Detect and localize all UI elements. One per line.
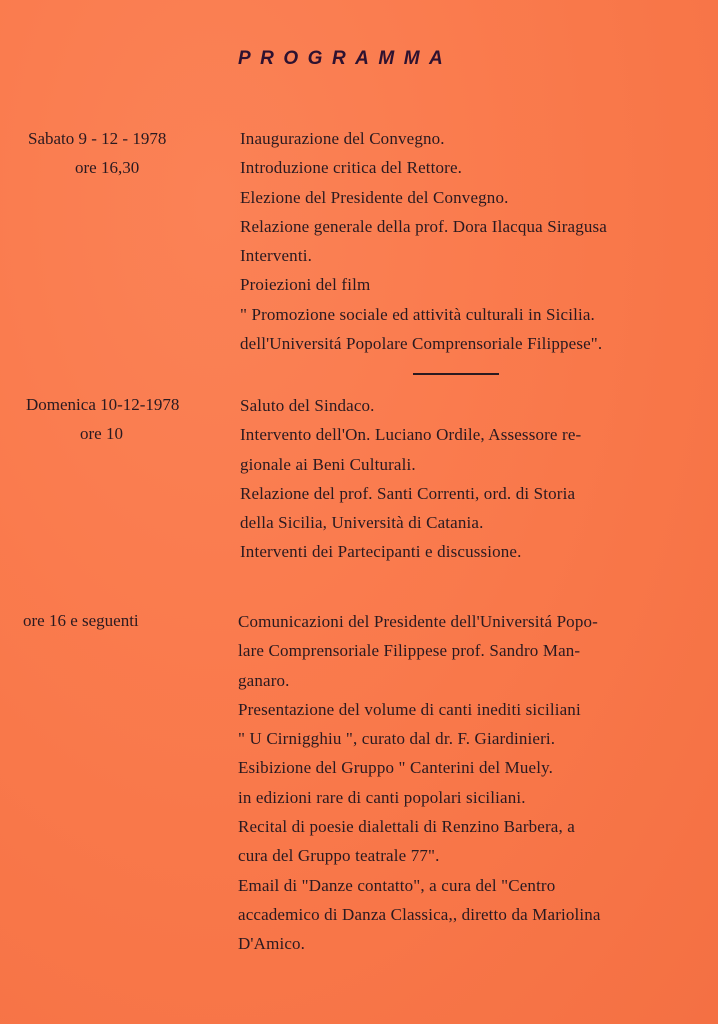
session-2-item: Interventi dei Partecipanti e discussione.: [240, 542, 522, 562]
session-3-item: D'Amico.: [238, 934, 306, 954]
session-2-items: [240, 391, 680, 567]
session-3-time-line: ore 16 e seguenti: [23, 611, 139, 630]
session-2-item: della Sicilia, Università di Catania.: [240, 513, 484, 533]
session-2-date: [26, 390, 179, 448]
session-1-item: Introduzione critica del Rettore.: [240, 158, 463, 178]
session-1-item: dell'Universitá Popolare Comprensoriale Filippese".: [240, 334, 603, 354]
session-1-date: [28, 124, 166, 182]
session-1-item: " Promozione sociale ed attività culturali in Sicilia.: [240, 304, 595, 324]
session-3-item: Recital di poesie dialettali di Renzino Barbera, a: [238, 817, 575, 837]
session-3-item: cura del Gruppo teatrale 77".: [238, 846, 440, 866]
session-2-item: Relazione del prof. Santi Correnti, ord. di Storia: [240, 483, 576, 503]
session-3-item: Presentazione del volume di canti inediti siciliani: [238, 699, 581, 719]
session-3-item: Esibizione del Gruppo " Canterini del Muely.: [238, 758, 554, 778]
session-2-date-line: Domenica 10-12-1978: [26, 395, 180, 414]
session-3-item: ganaro.: [238, 670, 290, 690]
session-1-time-line: ore 16,30: [75, 158, 140, 177]
session-2-item: Intervento dell'On. Luciano Ordile, Assessore re-: [240, 425, 582, 445]
session-2-time-line: ore 10: [80, 424, 123, 443]
session-1-item: Proiezioni del film: [240, 275, 371, 295]
session-1-date-line: Sabato 9 - 12 - 1978: [28, 129, 167, 148]
section-divider: [413, 373, 499, 375]
session-2-item: gionale ai Beni Culturali.: [240, 454, 416, 474]
session-2-item: Saluto del Sindaco.: [240, 396, 375, 415]
session-3-item: Comunicazioni del Presidente dell'Universitá Popo-: [238, 612, 598, 631]
session-3-date: [23, 606, 139, 635]
session-1-item: Interventi.: [240, 246, 312, 266]
page-title: PROGRAMMA: [238, 48, 453, 69]
session-1-items: [240, 124, 680, 358]
session-3-item: accademico di Danza Classica,, diretto da Mariolina: [238, 904, 601, 924]
session-3-item: in edizioni rare di canti popolari siciliani.: [238, 787, 526, 807]
session-3-item: lare Comprensoriale Filippese prof. Sandro Man-: [238, 641, 581, 661]
session-3-item: Email di "Danze contatto", a cura del "Centro: [238, 875, 556, 895]
session-1-item: Elezione del Presidente del Convegno.: [240, 187, 509, 207]
session-3-item: " U Cirnigghiu ", curato dal dr. F. Giardinieri.: [238, 729, 556, 749]
session-1-item: Relazione generale della prof. Dora Ilacqua Siragusa: [240, 216, 607, 236]
session-3-items: [238, 607, 678, 959]
session-1-item: Inaugurazione del Convegno.: [240, 129, 445, 148]
